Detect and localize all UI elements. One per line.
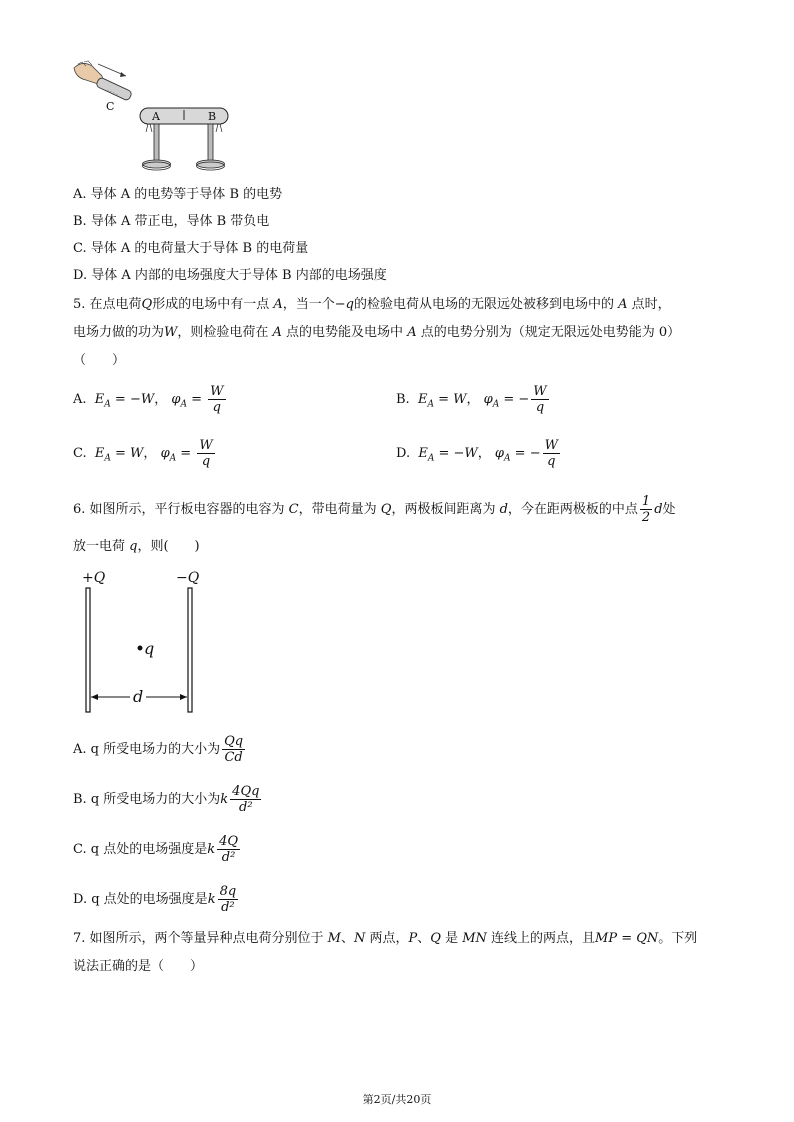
q5-option-a: A. $E_A = -W$， $\varphi_A$ = $\frac{W}{q}$: [73, 384, 224, 415]
q6-option-d: D. q 点处的电场强度是k $\frac{8q}{\text{d²}}$: [73, 884, 237, 915]
rod-label-c: C: [106, 100, 115, 113]
conductor-figure: [68, 58, 248, 178]
q4-option-c: C. 导体 A 的电荷量大于导体 B 的电荷量: [73, 241, 309, 256]
q5-answer-paren: （ ）: [73, 353, 126, 368]
q7-stem-line1: 7. 如图所示，两个等量异种点电荷分别位于 M、N 两点，P、Q 是 MN 连线上的两点，且MP = QN。下列: [73, 931, 698, 946]
q4-option-b: B. 导体 A 带正电，导体 B 带负电: [73, 214, 270, 229]
test-charge-dot: [138, 646, 143, 651]
q6-option-c: C. q 点处的电场强度是k $\frac{4Q}{\text{d²}}$: [73, 834, 239, 865]
conductor-label-b: B: [208, 110, 217, 123]
page-number: 第2页/共20页: [362, 1093, 432, 1106]
q5-stem-line1: 5. 在点电荷Q形成的电场中有一点 A，当一个−q的检验电荷从电场的无限远处被移到电场中的 A 点时，: [73, 297, 671, 312]
q6-option-b: B. q 所受电场力的大小为k $\frac{4Qq}{\text{d²}}$: [73, 784, 260, 815]
insulating-stands: [143, 124, 225, 170]
q5-option-d: D. $E_A = -W$， $\varphi_A$ = − $\frac{W}{q}$: [396, 438, 558, 469]
q6-option-a: A. q 所受电场力的大小为 $\frac{Qq}{Cd}$: [73, 734, 244, 765]
right-plate: [188, 588, 192, 712]
q7-stem-line2: 说法正确的是（ ）: [73, 959, 204, 974]
plate-label-right: −Q: [176, 570, 200, 586]
q6-stem-line1: 6. 如图所示，平行板电容器的电容为 C，带电荷量为 Q，两极板间距离为 d，今在距两极板的中点 $\frac{1}{2}$ d处: [73, 494, 676, 525]
svg-text:- - - -: - - - -: [105, 87, 119, 98]
test-charge-label: q: [144, 639, 155, 658]
conductor-label-a: A: [152, 110, 160, 123]
q5-option-c: C. $E_A = W$， $\varphi_A$ = $\frac{W}{q}$: [73, 438, 213, 469]
q5-stem-line2: 电场力做的功为W，则检验电荷在 A 点的电势能及电场中 A 点的电势分别为（规定无限远处电势能为 0）: [73, 325, 681, 340]
left-plate: [86, 588, 90, 712]
distance-label: d: [133, 687, 144, 706]
q5-option-b: B. $E_A = W$， $\varphi_A$ = − $\frac{W}{q}$: [396, 384, 547, 415]
conductor-ab: [140, 108, 228, 132]
q4-option-d: D. 导体 A 内部的电场强度大于导体 B 内部的电场强度: [73, 268, 387, 283]
q6-stem-line2: 放一电荷 q，则( ): [73, 539, 200, 554]
capacitor-figure: [80, 566, 210, 716]
charged-rod: [96, 77, 133, 101]
q4-option-a: A. 导体 A 的电势等于导体 B 的电势: [73, 187, 283, 202]
plate-label-left: +Q: [82, 570, 106, 586]
